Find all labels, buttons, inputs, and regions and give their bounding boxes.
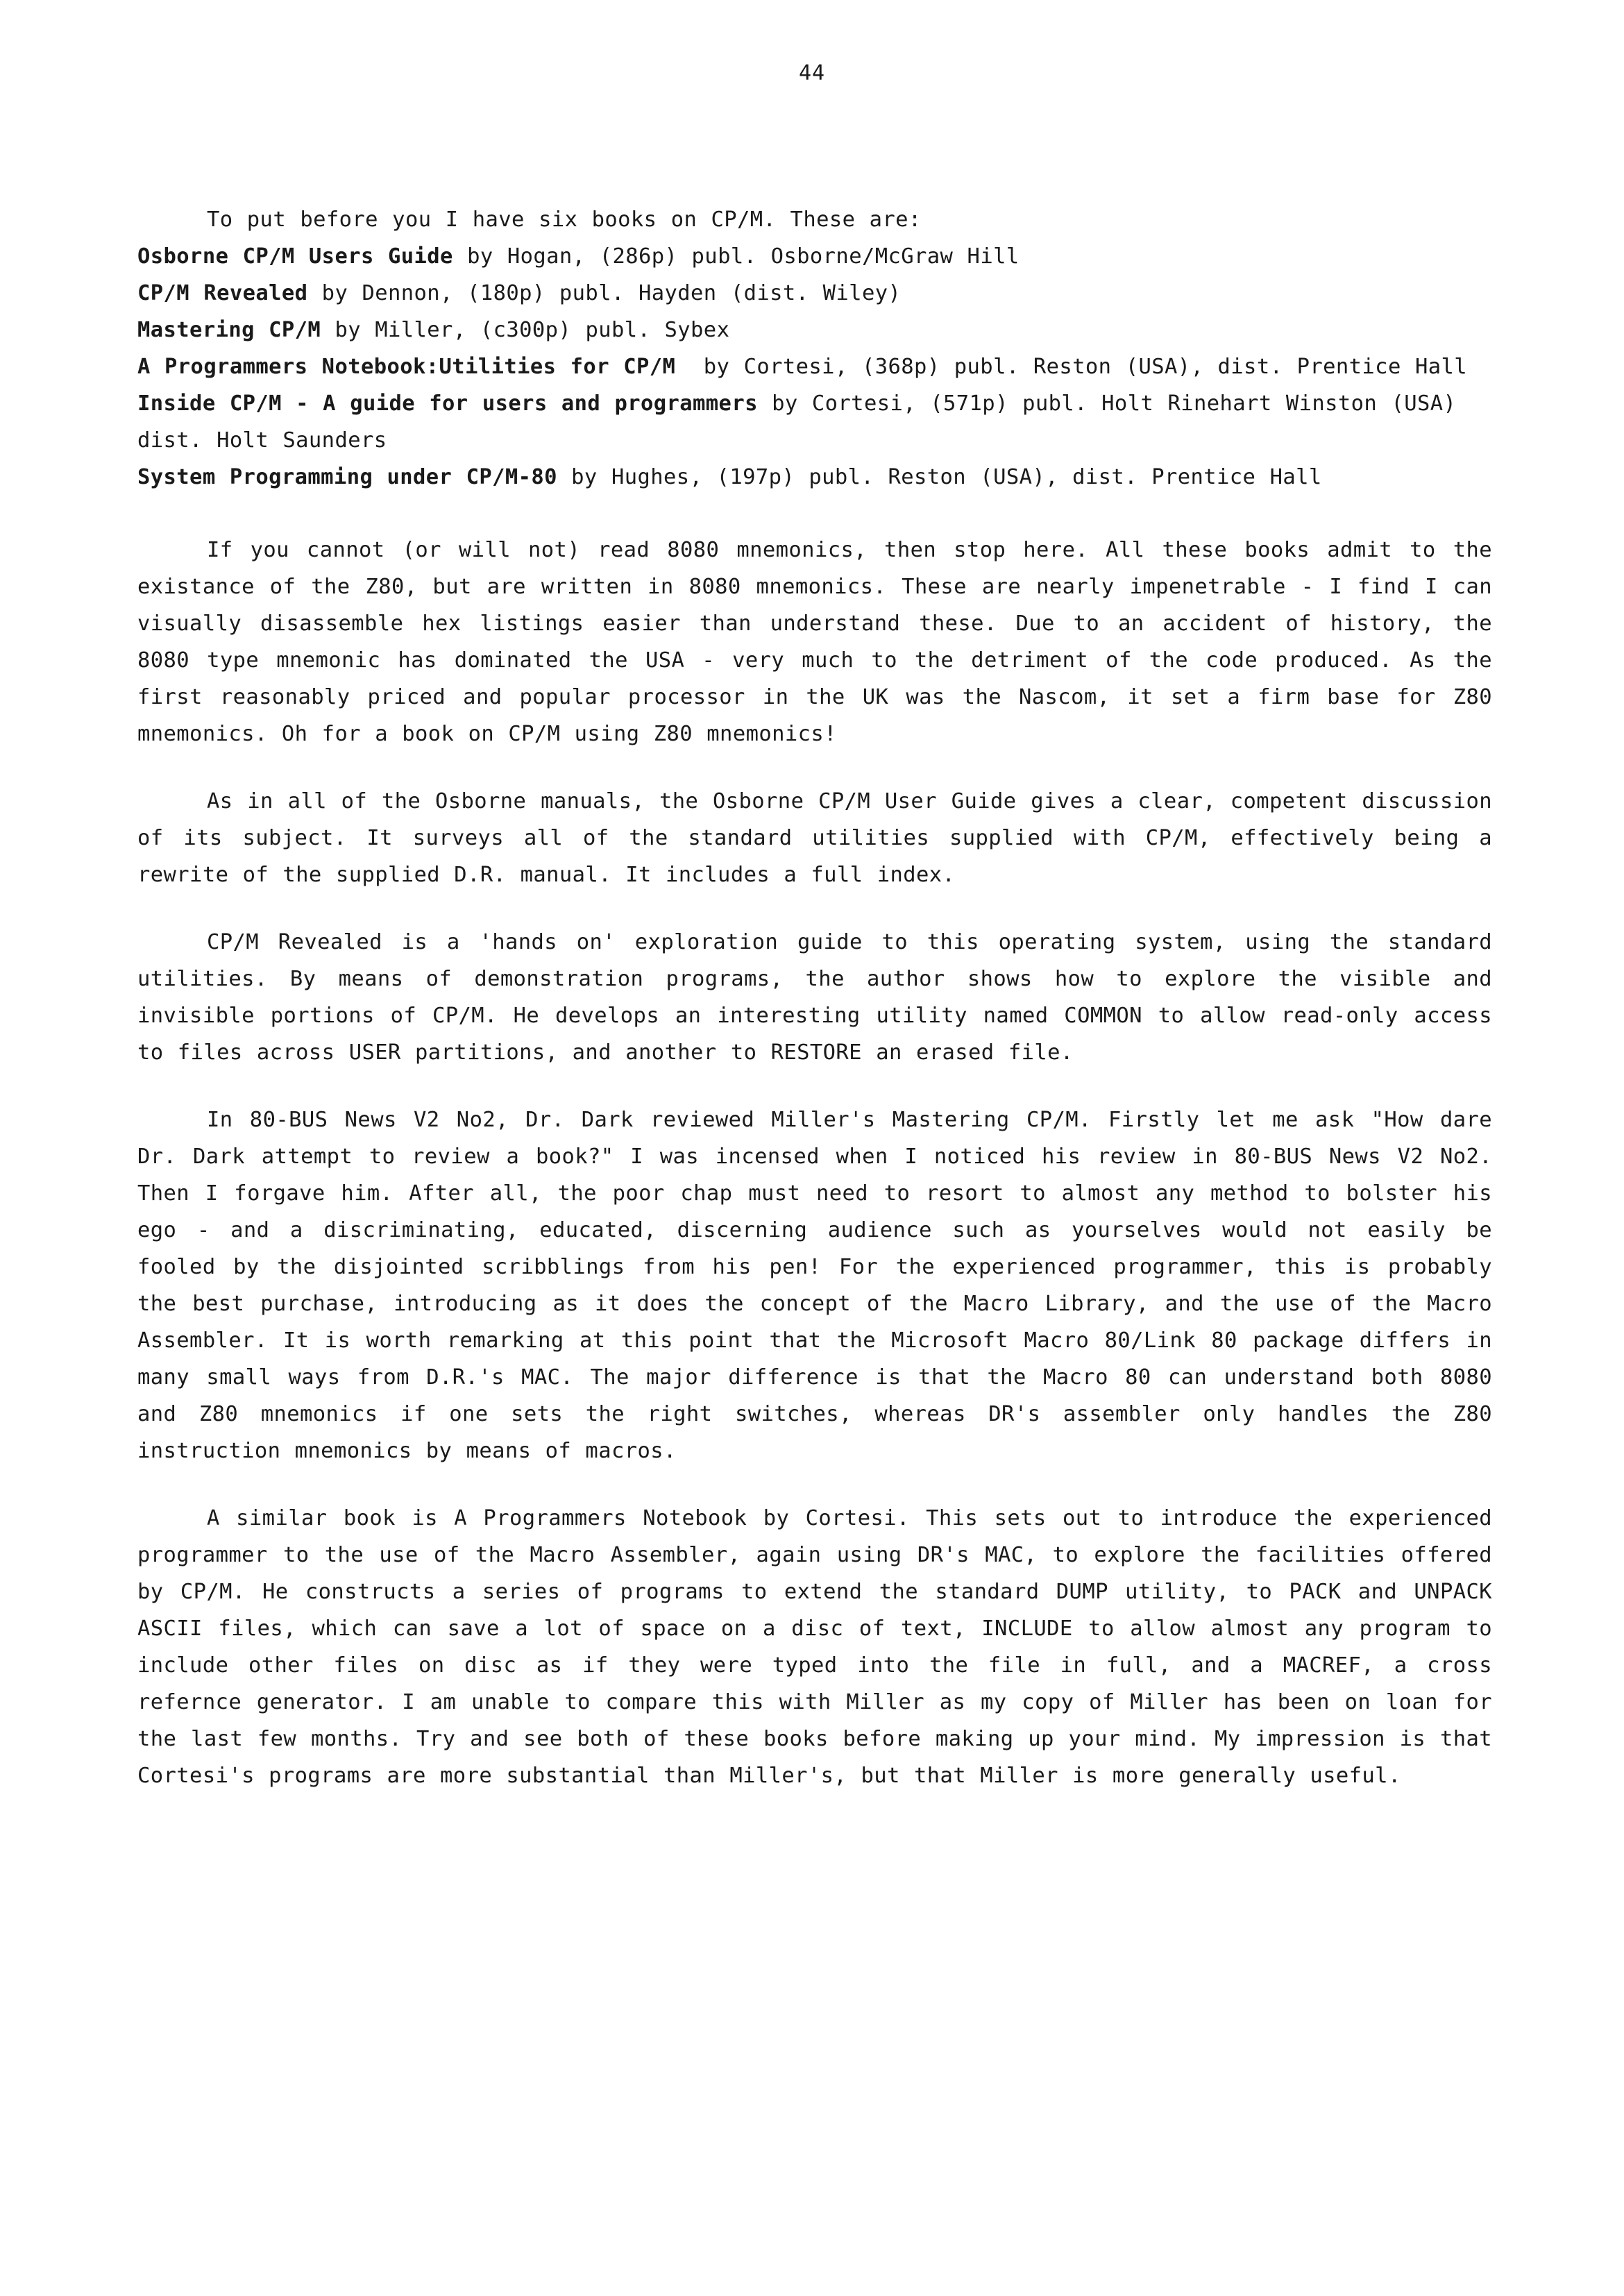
page-number: 44 (798, 61, 826, 85)
body-paragraph (137, 783, 1492, 893)
book-entry (137, 348, 1492, 385)
book-details: by Hogan, (286p) publ. Osborne/McGraw Hill (452, 244, 1020, 269)
body-paragraph (137, 924, 1492, 1071)
book-title: System Programming under CP/M-80 (137, 465, 557, 489)
book-details: by Cortesi, (368p) publ. Reston (USA), dist. Prentice Hall (675, 355, 1468, 379)
body-paragraph (137, 1500, 1492, 1794)
intro-line (137, 201, 1492, 238)
paragraph-text: CP/M Revealed is a 'hands on' exploration guide to this operating system, using the standard utilities. By means of demonstration programs, the author shows how to explore the visible and invisible portions of CP/M. He develops an interesting utility named COMMON to allow read-only access to files across USER partitions, and another to RESTORE an erased file. (137, 930, 1492, 1065)
paragraph-text: In 80-BUS News V2 No2, Dr. Dark reviewed Miller's Mastering CP/M. Firstly let me ask "How dare Dr. Dark attempt to review a book?" I was incensed when I noticed his review in 80-BUS News V2 No2. Then I forgave him. After all, the poor chap must need to resort to almost any method to bolster his ego - and a discriminating, educated, discerning audience such as yourselves would not easily be fooled by the disjointed scribblings from his pen! For the experienced programmer, this is probably the best purchase, introducing as it does the concept of the Macro Library, and the use of the Macro Assembler. It is worth remarking at this point that the Microsoft Macro 80/Link 80 package differs in many small ways from D.R.'s MAC. The major difference is that the Macro 80 can understand both 8080 and Z80 mnemonics if one sets the right switches, whereas DR's assembler only handles the Z80 instruction mnemonics by means of macros. (137, 1108, 1492, 1463)
paragraph-text: A similar book is A Programmers Notebook by Cortesi. This sets out to introduce the experienced programmer to the use of the Macro Assembler, again using DR's MAC, to explore the facilities offered by CP/M. He constructs a series of programs to extend the standard DUMP utility, to PACK and UNPACK ASCII files, which can save a lot of space on a disc of text, INCLUDE to allow almost any program to include other files on disc as if they were typed into the file in full, and a MACREF, a cross refernce generator. I am unable to compare this with Miller as my copy of Miller has been on loan for the last few months. Try and see both of these books before making up your mind. My impression is that Cortesi's programs are more substantial than Miller's, but that Miller is more generally useful. (137, 1506, 1492, 1788)
book-entry (137, 275, 1492, 312)
book-entry (137, 459, 1492, 496)
book-details: by Hughes, (197p) publ. Reston (USA), dist. Prentice Hall (557, 465, 1322, 489)
book-entry (137, 238, 1492, 275)
book-entry (137, 385, 1492, 459)
book-title: A Programmers Notebook:Utilities for CP/M (137, 355, 676, 379)
book-details: by Miller, (c300p) publ. Sybex (321, 318, 730, 342)
body-paragraph (137, 532, 1492, 752)
book-details: by Dennon, (180p) publ. Hayden (dist. Wiley) (307, 281, 902, 305)
body-paragraph (137, 1101, 1492, 1469)
book-title: CP/M Revealed (137, 281, 308, 305)
book-list-block (137, 201, 1492, 496)
book-title: Mastering CP/M (137, 318, 321, 342)
book-title: Osborne CP/M Users Guide (137, 244, 453, 269)
book-entry (137, 312, 1492, 348)
book-details: by Cortesi, (571p) publ. Holt Rinehart Winston (USA) dist. Holt Saunders (137, 391, 1471, 453)
intro-lead-text: To put before you I have six books on CP/M. These are: (207, 208, 922, 232)
paragraph-text: If you cannot (or will not) read 8080 mnemonics, then stop here. All these books admit to the existance of the Z80, but are written in 8080 mnemonics. These are nearly impenetrable - I find I can visually disassemble hex listings easier than understand these. Due to an accident of history, the 8080 type mnemonic has dominated the USA - very much to the detriment of the code produced. As the first reasonably priced and popular processor in the UK was the Nascom, it set a firm base for Z80 mnemonics. Oh for a book on CP/M using Z80 mnemonics! (137, 538, 1492, 746)
page-content (137, 201, 1492, 1825)
paragraph-text: As in all of the Osborne manuals, the Osborne CP/M User Guide gives a clear, competent discussion of its subject. It surveys all of the standard utilities supplied with CP/M, effectively being a rewrite of the supplied D.R. manual. It includes a full index. (137, 789, 1492, 887)
book-title: Inside CP/M - A guide for users and programmers (137, 391, 758, 416)
